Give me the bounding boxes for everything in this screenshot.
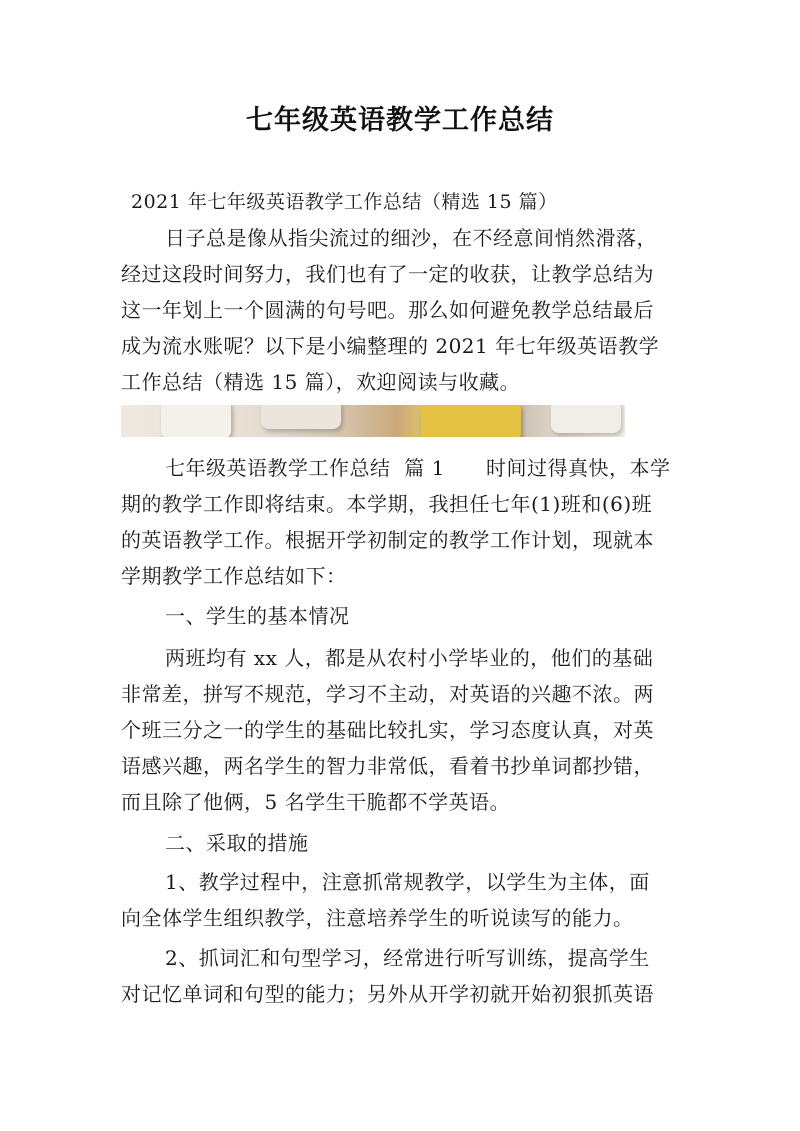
students-line: 两班均有 xx 人，都是从农村小学毕业的，他们的基础 [165,646,654,670]
measure2-line: 2、抓词汇和句型学习，经常进行听写训练，提高学生 [165,946,650,970]
students-line: 非常差，拼写不规范，学习不主动，对英语的兴趣不浓。两 [121,682,654,706]
students-paragraph [121,640,681,820]
intro-line: 成为流水账呢？以下是小编整理的 2021 年七年级英语教学 [121,334,660,358]
intro-paragraph [121,220,681,400]
keyboard-photo [121,405,625,437]
heading-measures: 二、采取的措施 [165,831,309,855]
students-line: 语感兴趣，两名学生的智力非常低，看着书抄单词都抄错， [121,754,654,778]
photo-key-shape [421,405,521,437]
students-line: 个班三分之一的学生的基础比较扎实，学习态度认真，对英 [121,718,654,742]
heading-basic-situation: 一、学生的基本情况 [165,604,350,628]
intro-line: 工作总结（精选 15 篇），欢迎阅读与收藏。 [121,370,521,394]
students-line: 而且除了他俩，5 名学生干脆都不学英语。 [121,790,511,814]
section1-line: 期的教学工作即将结束。本学期，我担任七年(1)班和(6)班 [121,492,653,516]
section1-line: 学期教学工作总结如下： [121,564,347,588]
section1-paragraph [121,450,681,594]
measure2-line: 对记忆单词和句型的能力；另外从开学初就开始初狠抓英语 [121,982,654,1006]
photo-key-shape [551,405,621,433]
measure1-line: 向全体学生组织教学，注意培养学生的听说读写的能力。 [121,906,634,930]
intro-line: 经过这段时间努力，我们也有了一定的收获，让教学总结为 [121,262,654,286]
section1-line: 七年级英语教学工作总结 篇 1 时间过得真快，本学 [165,456,671,480]
intro-line: 这一年划上一个圆满的句号吧。那么如何避免教学总结最后 [121,298,654,322]
measure2-paragraph [121,940,681,1012]
measure1-line: 1、教学过程中，注意抓常规教学，以学生为主体，面 [165,870,650,894]
document-subtitle: 2021 年七年级英语教学工作总结（精选 15 篇） [131,191,558,213]
photo-key-shape [261,405,341,429]
document-title: 七年级英语教学工作总结 [246,105,554,136]
section1-line: 的英语教学工作。根据开学初制定的教学工作计划，现就本 [121,528,654,552]
intro-line: 日子总是像从指尖流过的细沙，在不经意间悄然滑落， [165,226,657,250]
photo-key-shape [161,405,231,437]
measure1-paragraph [121,864,681,936]
